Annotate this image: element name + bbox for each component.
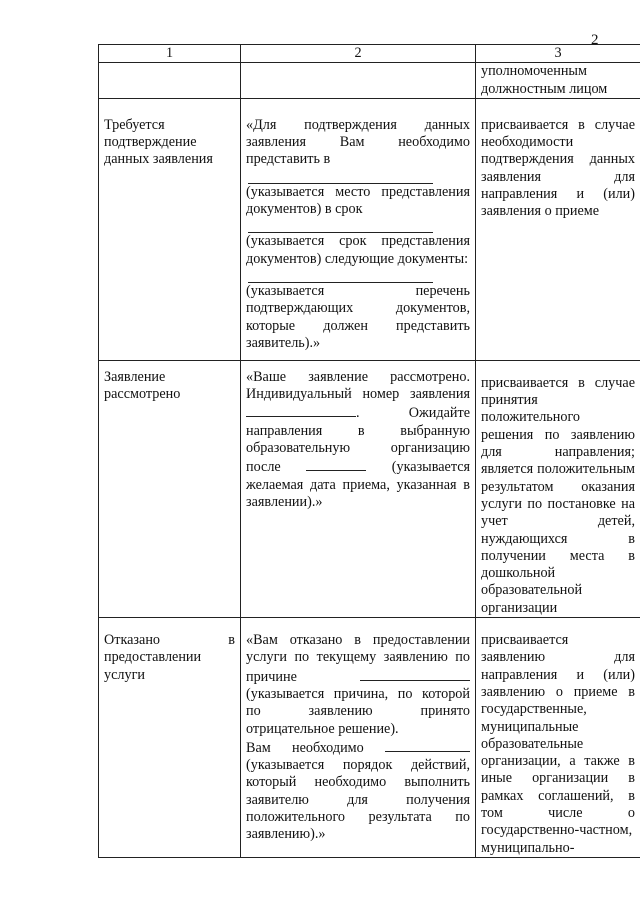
- table-row: [99, 98, 640, 360]
- blank-line: [248, 169, 433, 184]
- condition-cell: присваивается в случае принятия положительного решения по заявлению для направления; является положительным результатом оказания услуги по постановке на учет детей, нуждающихся в получении места в дошкольной образовательной организации: [476, 360, 640, 617]
- message-text: (указывается срок представления документов) следующие документы:: [246, 233, 470, 267]
- status-cell: Заявление рассмотрено: [99, 360, 241, 617]
- message-text: «Ваше заявление рассмотрено. Индивидуальный номер заявления . Ожидайте направления в выбранную образовательную организацию после (указывается желаемая дата приема, указанная в заявлении).»: [246, 368, 471, 510]
- status-table: [98, 44, 640, 858]
- table-row: [99, 618, 640, 858]
- blank-line: [246, 403, 356, 417]
- condition-cell: присваивается заявлению для направления и (или) заявлению о приеме в государственные, муниципальные образовательные организации, а также в иные организации в рамках соглашений, в том числе о государственно-частном, муниципально-: [476, 618, 640, 858]
- message-text: Вам необходимо (указывается порядок действий, который необходимо выполнить заявителю для получения положительного результата по заявлению).»: [246, 739, 470, 843]
- message-cell: [241, 360, 476, 617]
- message-text: (указывается перечень подтверждающих документов, которые должен представить заявитель).»: [246, 282, 470, 351]
- table-header-row: [99, 45, 640, 63]
- blank-line: [248, 218, 433, 233]
- header-col-3: 3: [476, 45, 640, 63]
- blank-line: [360, 667, 470, 681]
- page-number: 2: [591, 32, 599, 48]
- message-text: «Вам отказано в предоставлении услуги по текущему заявлению по причине (указывается причина, по которой по заявлению принято отрицательное решение).: [246, 632, 470, 737]
- blank-line: [385, 738, 470, 752]
- message-text: (указывается место представления документов) в срок: [246, 183, 470, 218]
- message-cell: [241, 98, 476, 360]
- condition-cell: присваивается в случае необходимости подтверждения данных заявления для направления и (или) заявления о приеме: [476, 98, 640, 360]
- message-cell: [241, 618, 476, 858]
- table-row: [99, 360, 640, 617]
- blank-line: [248, 268, 433, 283]
- continuation-condition: уполномоченным должностным лицом: [476, 63, 640, 99]
- status-cell: Отказано в предоставлении услуги: [99, 618, 241, 858]
- message-text: «Для подтверждения данных заявления Вам необходимо представить в: [246, 116, 470, 168]
- header-col-1: 1: [99, 45, 241, 63]
- status-cell: Требуется подтверждение данных заявления: [99, 98, 241, 360]
- header-col-2: 2: [241, 45, 476, 63]
- continuation-row: [99, 63, 640, 99]
- blank-line: [306, 457, 366, 471]
